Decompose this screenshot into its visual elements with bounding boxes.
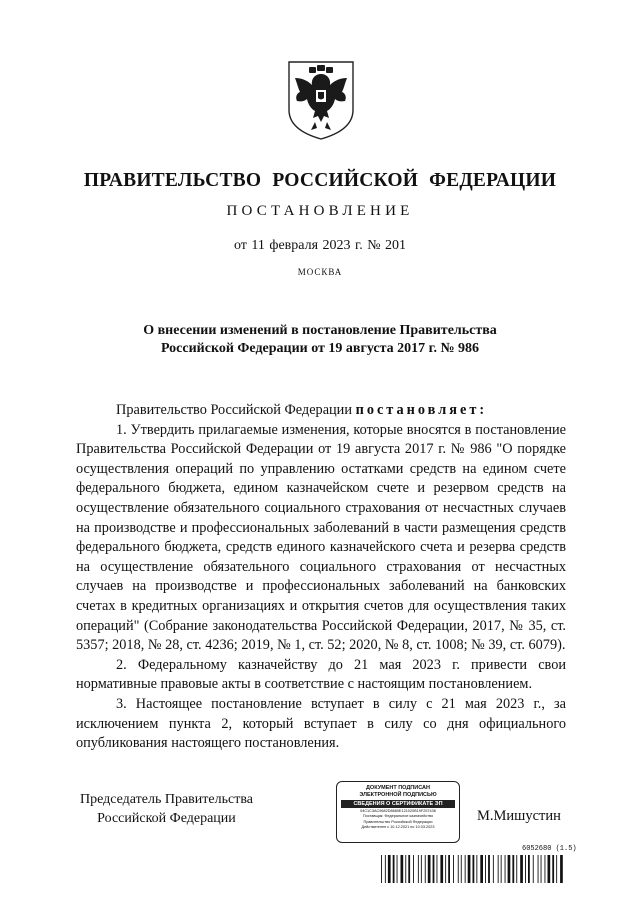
document-code: 6052680 (1.5) [522, 845, 577, 853]
stamp-line-2: ЭЛЕКТРОННОЙ ПОДПИСЬЮ [359, 792, 437, 798]
city: МОСКВА [297, 267, 343, 277]
document-subject [90, 322, 550, 358]
subject-line-1: О внесении изменений в постановление Правительства [143, 323, 497, 338]
date-and-number: от 11 февраля 2023 г. № 201 [233, 238, 407, 253]
stamp-serial: 04C1C3AC9682D8680E121020B19F257436 [360, 809, 436, 813]
document-body [76, 401, 566, 754]
stamp-validity: Действителен с 10.12.2021 по 10.03.2023 [361, 825, 435, 830]
stamp-certificate-header: СВЕДЕНИЯ О СЕРТИФИКАТЕ ЭП [341, 800, 455, 808]
intro-paragraph [76, 401, 566, 421]
paragraph-1: 1. Утвердить прилагаемые изменения, которые вносятся в постановление Правительства Российской Федерации от 19 августа 2017 г. № 986 "О порядке осуществления операций по управлению остатками средств на едином счете федерального бюджета, едином казначейском счете и резервом средств на осуществление обязательного социального страхования от несчастных случаев на производстве и профессиональных заболеваний в части размещения средств федерального бюджета, средств единого казначейского счета и резерва средств на осуществление обязательного социального страхования от несчастных случаев на производстве и профессиональных заболеваний на банковских счетах в кредитных организациях и открытия счетов для осуществления таких операций" (Собрание законодательства Российской Федерации, 2017, № 35, ст. 5357; 2018, № 28, ст. 4236; 2019, № 1, ст. 52; 2020, № 8, ст. 1008; № 39, ст. 6079). [76, 421, 566, 654]
subject-line-2: Российской Федерации от 19 августа 2017 г. № 986 [160, 341, 480, 356]
paragraph-2: 2. Федеральному казначейству до 21 мая 2023 г. привести свои нормативные правовые акты в соответствие с настоящим постановлением. [76, 656, 566, 693]
signer-position-line-2: Российской Федерации [97, 811, 236, 826]
stamp-issuer-2: Правительство Российской Федерации [363, 819, 433, 824]
signer-position [80, 790, 253, 828]
government-title: ПРАВИТЕЛЬСТВО РОССИЙСКОЙ ФЕДЕРАЦИИ [83, 170, 557, 191]
paragraph-3: 3. Настоящее постановление вступает в силу с 21 мая 2023 г., за исключением пункта 2, который вступает в силу со дня официального опубликования настоящего постановления. [76, 695, 566, 752]
intro-verb: постановляет: [355, 402, 488, 418]
coat-of-arms-emblem [285, 58, 357, 142]
intro-text: Правительство Российской Федерации [116, 402, 356, 418]
signer-name: М.Мишустин [477, 808, 561, 824]
signer-position-line-1: Председатель Правительства [80, 792, 253, 807]
stamp-issuer-1: Поставщик: Федеральное казначейство [362, 814, 434, 819]
stamp-line-1: ДОКУМЕНТ ПОДПИСАН [366, 785, 430, 791]
electronic-signature-stamp [336, 781, 460, 843]
barcode-image [381, 855, 563, 883]
document-type: ПОСТАНОВЛЕНИЕ [226, 203, 414, 219]
